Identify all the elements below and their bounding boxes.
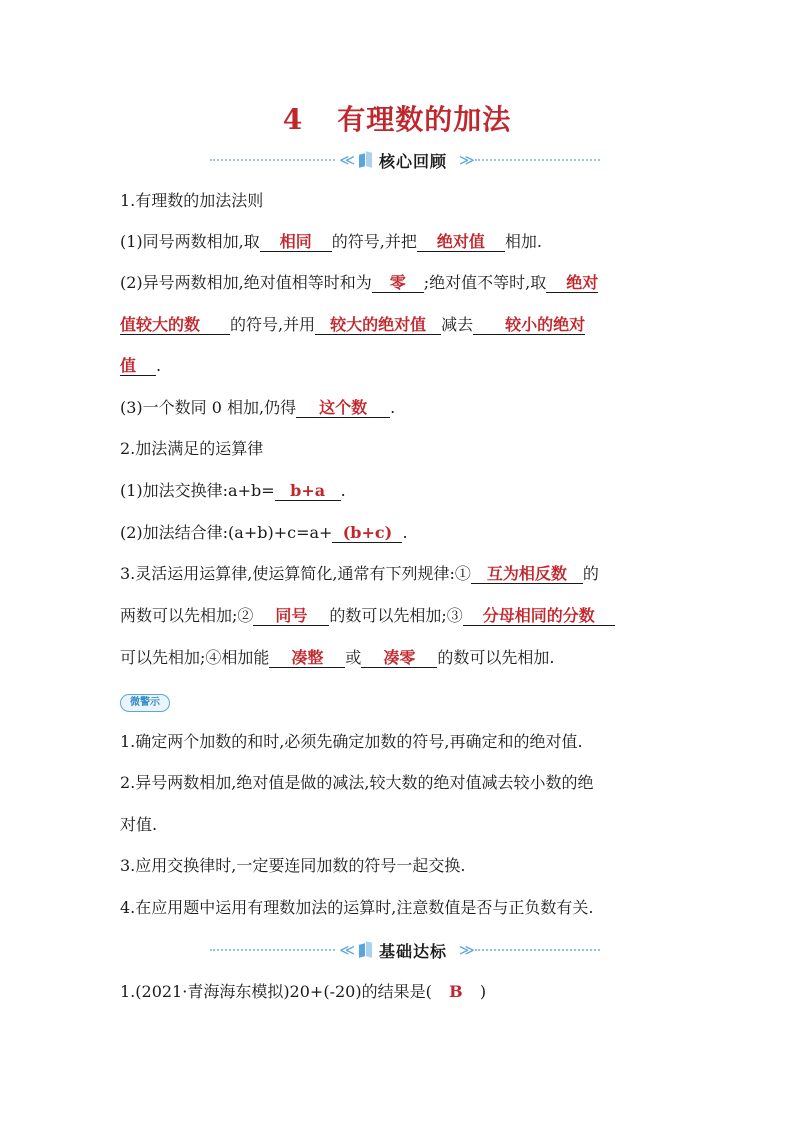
answer-blank: 绝对: [546, 274, 598, 293]
lesson-title: 有理数的加法: [337, 103, 512, 136]
rule-heading: 2.加法满足的运算律: [120, 439, 264, 458]
rule-heading: 1.有理数的加法法则: [120, 191, 264, 210]
dotted-rule-right: [475, 949, 600, 951]
dotted-rule-right: [475, 159, 600, 161]
content-line: (1)同号两数相加,取 相同 的符号,并把 绝对值 相加.: [120, 232, 542, 251]
answer-blank: b+a: [275, 482, 341, 501]
content-line: 3.灵活运用运算律,使运算简化,通常有下列规律:① 互为相反数 的: [120, 564, 599, 583]
chevron-right-icon: ≫: [459, 941, 471, 959]
answer-blank: 相同: [260, 233, 332, 252]
section-label: 基础达标: [379, 941, 448, 961]
content-line: 值较大的数 的符号,并用 较大的绝对值 减去 较小的绝对: [120, 315, 586, 334]
warning-tip-badge: 微警示: [120, 694, 170, 712]
lesson-number: 4: [282, 103, 304, 136]
content-line: (2)异号两数相加,绝对值相等时和为 零 ;绝对值不等时,取 绝对: [120, 273, 599, 292]
answer-blank: 凑零: [361, 649, 437, 668]
tip-line: 3.应用交换律时,一定要连同加数的符号一起交换.: [120, 856, 466, 875]
tip-line: 4.在应用题中运用有理数加法的运算时,注意数值是否与正负数有关.: [120, 898, 594, 917]
answer-blank: (b+c): [332, 524, 402, 543]
book-icon: [359, 152, 373, 168]
content-line: 可以先相加;④相加能 凑整 或 凑零 的数可以先相加.: [120, 648, 555, 667]
question-answer: B: [449, 982, 463, 1001]
answer-blank: 零: [372, 274, 424, 293]
section-label: 核心回顾: [379, 151, 448, 171]
dotted-rule-left: [210, 949, 335, 951]
chevron-left-icon: ≪: [339, 151, 351, 169]
answer-blank: 互为相反数: [471, 565, 583, 584]
content-line: 值 .: [120, 356, 162, 375]
question-line: 1.(2021·青海海东模拟)20+(-20)的结果是( B ): [120, 982, 487, 1001]
answer-blank: 较小的绝对: [473, 316, 585, 335]
answer-blank: 分母相同的分数: [463, 607, 615, 626]
tip-line: 2.异号两数相加,绝对值是做的减法,较大数的绝对值减去较小数的绝: [120, 773, 594, 792]
section-header-review: [210, 148, 600, 172]
answer-blank: 这个数: [296, 399, 390, 418]
answer-blank: 较大的绝对值: [315, 316, 441, 335]
book-icon: [359, 942, 373, 958]
answer-blank: 同号: [253, 607, 329, 626]
answer-blank: 值: [120, 357, 156, 376]
tip-line: 1.确定两个加数的和时,必须先确定加数的符号,再确定和的绝对值.: [120, 732, 583, 751]
answer-blank: 值较大的数: [120, 316, 230, 335]
content-line: (3)一个数同 0 相加,仍得 这个数 .: [120, 398, 396, 417]
dotted-rule-left: [210, 159, 335, 161]
section-header-basic: [210, 938, 600, 962]
answer-blank: 绝对值: [417, 233, 505, 252]
content-line: (2)加法结合律:(a+b)+c=a+ (b+c) .: [120, 523, 408, 542]
page-title: [0, 98, 794, 138]
content-line: (1)加法交换律:a+b= b+a .: [120, 481, 346, 500]
tip-line: 对值.: [120, 815, 158, 834]
answer-blank: 凑整: [269, 649, 345, 668]
content-line: 两数可以先相加;② 同号 的数可以先相加;③ 分母相同的分数: [120, 606, 680, 626]
chevron-right-icon: ≫: [459, 151, 471, 169]
chevron-left-icon: ≪: [339, 941, 351, 959]
